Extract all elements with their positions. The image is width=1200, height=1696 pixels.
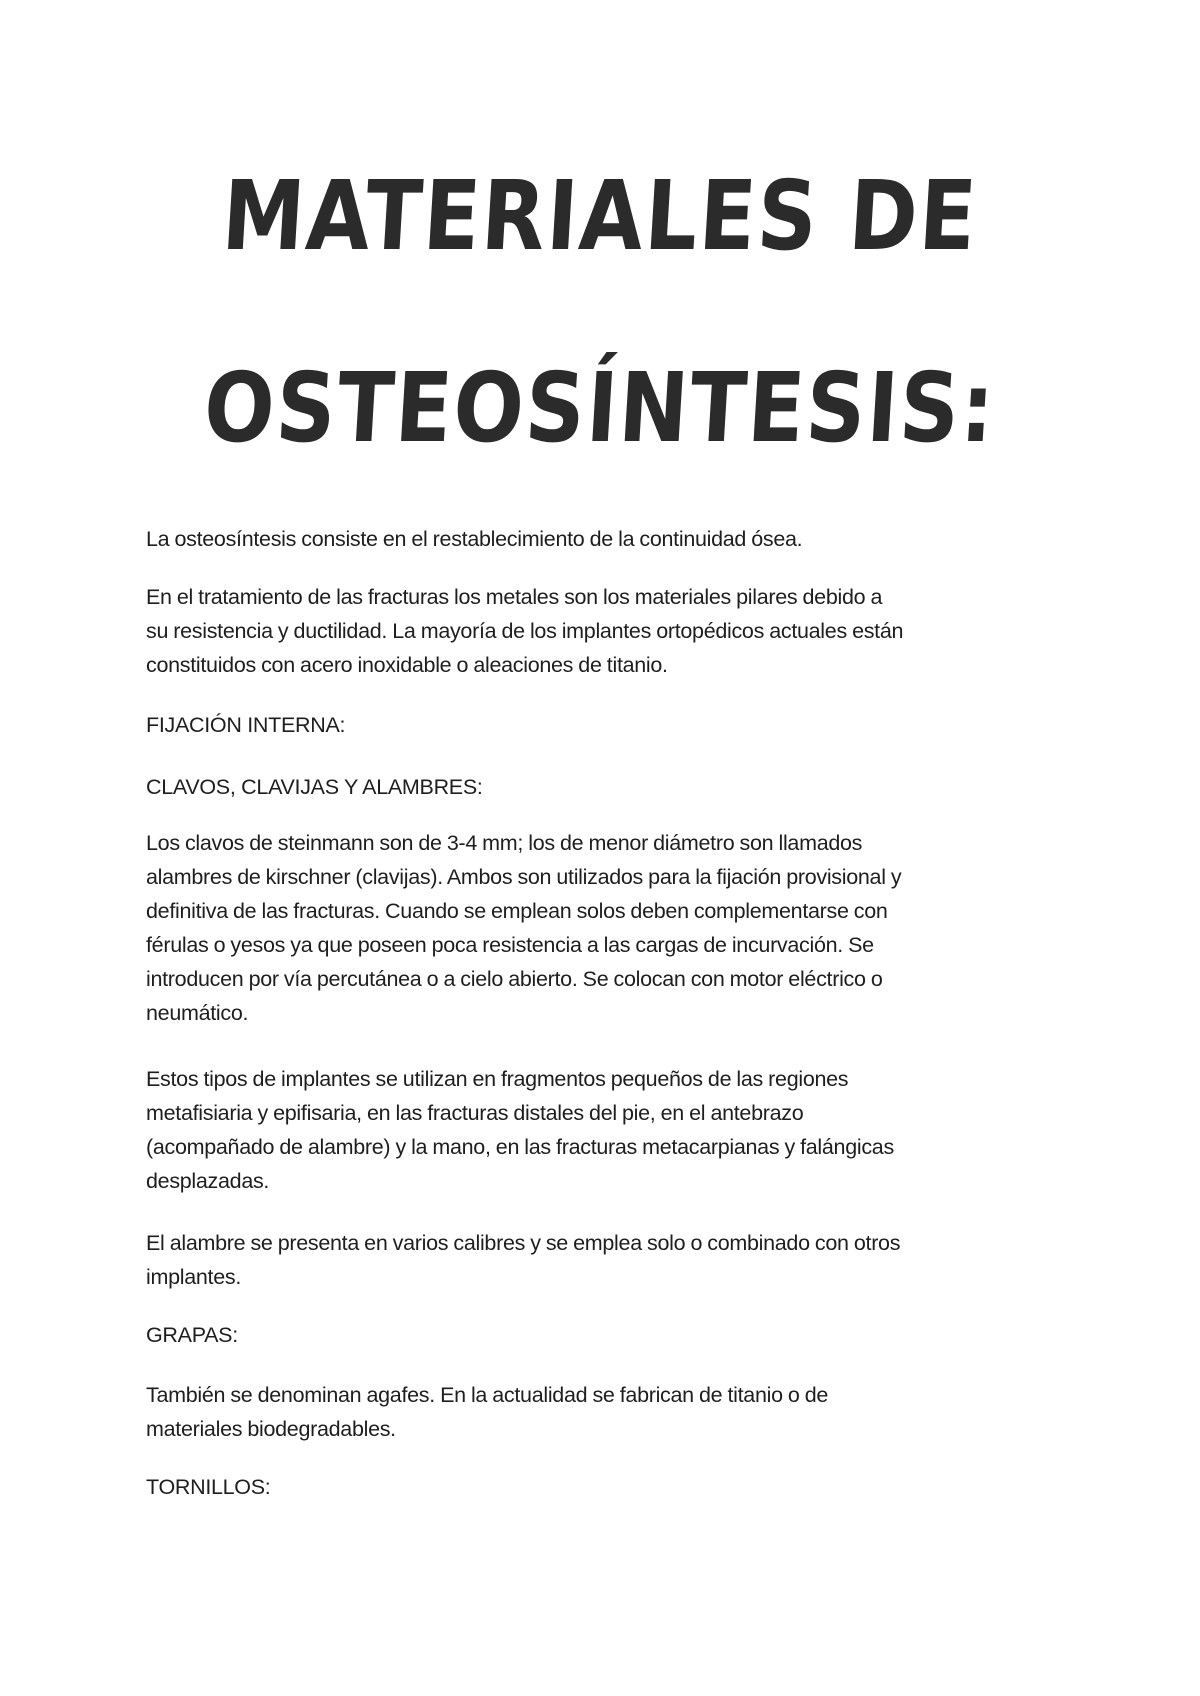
document-title-line-1: MATERIALES DE [219, 160, 981, 272]
text-line: Los clavos de steinmann son de 3-4 mm; los de menor diámetro son llamados [146, 831, 863, 855]
text-line: introducen por vía percutánea o a cielo abierto. Se colocan con motor eléctrico o [146, 967, 883, 991]
heading-clavos-clavijas-alambres: CLAVOS, CLAVIJAS Y ALAMBRES: [146, 775, 483, 799]
paragraph-metals [146, 580, 1076, 682]
text-line: alambres de kirschner (clavijas). Ambos son utilizados para la fijación provisional y [146, 865, 902, 889]
paragraph-clavos [146, 826, 1076, 1030]
heading-fijacion-interna: FIJACIÓN INTERNA: [146, 713, 346, 737]
document-title-line-2: OSTEOSÍNTESIS: [200, 352, 999, 464]
paragraph-intro [146, 522, 1076, 556]
text-line: desplazadas. [146, 1169, 270, 1193]
text-line: neumático. [146, 1001, 249, 1025]
text-line: La osteosíntesis consiste en el restablecimiento de la continuidad ósea. [146, 527, 803, 551]
text-line: implantes. [146, 1265, 241, 1289]
text-line: definitiva de las fracturas. Cuando se emplean solos deben complementarse con [146, 899, 888, 923]
paragraph-alambre [146, 1226, 1076, 1294]
text-line: su resistencia y ductilidad. La mayoría de los implantes ortopédicos actuales están [146, 619, 904, 643]
text-line: metafisiaria y epifisaria, en las fracturas distales del pie, en el antebrazo [146, 1101, 804, 1125]
paragraph-usos [146, 1062, 1076, 1198]
paragraph-grapas [146, 1378, 1076, 1446]
text-line: Estos tipos de implantes se utilizan en fragmentos pequeños de las regiones [146, 1067, 849, 1091]
text-line: férulas o yesos ya que poseen poca resistencia a las cargas de incurvación. Se [146, 933, 874, 957]
text-line: En el tratamiento de las fracturas los metales son los materiales pilares debido a [146, 585, 883, 609]
text-line: El alambre se presenta en varios calibres y se emplea solo o combinado con otros [146, 1231, 901, 1255]
heading-tornillos: TORNILLOS: [146, 1475, 271, 1499]
text-line: materiales biodegradables. [146, 1417, 396, 1441]
text-line: También se denominan agafes. En la actualidad se fabrican de titanio o de [146, 1383, 829, 1407]
text-line: (acompañado de alambre) y la mano, en las fracturas metacarpianas y falángicas [146, 1135, 894, 1159]
text-line: constituidos con acero inoxidable o aleaciones de titanio. [146, 653, 668, 677]
heading-grapas: GRAPAS: [146, 1323, 238, 1347]
